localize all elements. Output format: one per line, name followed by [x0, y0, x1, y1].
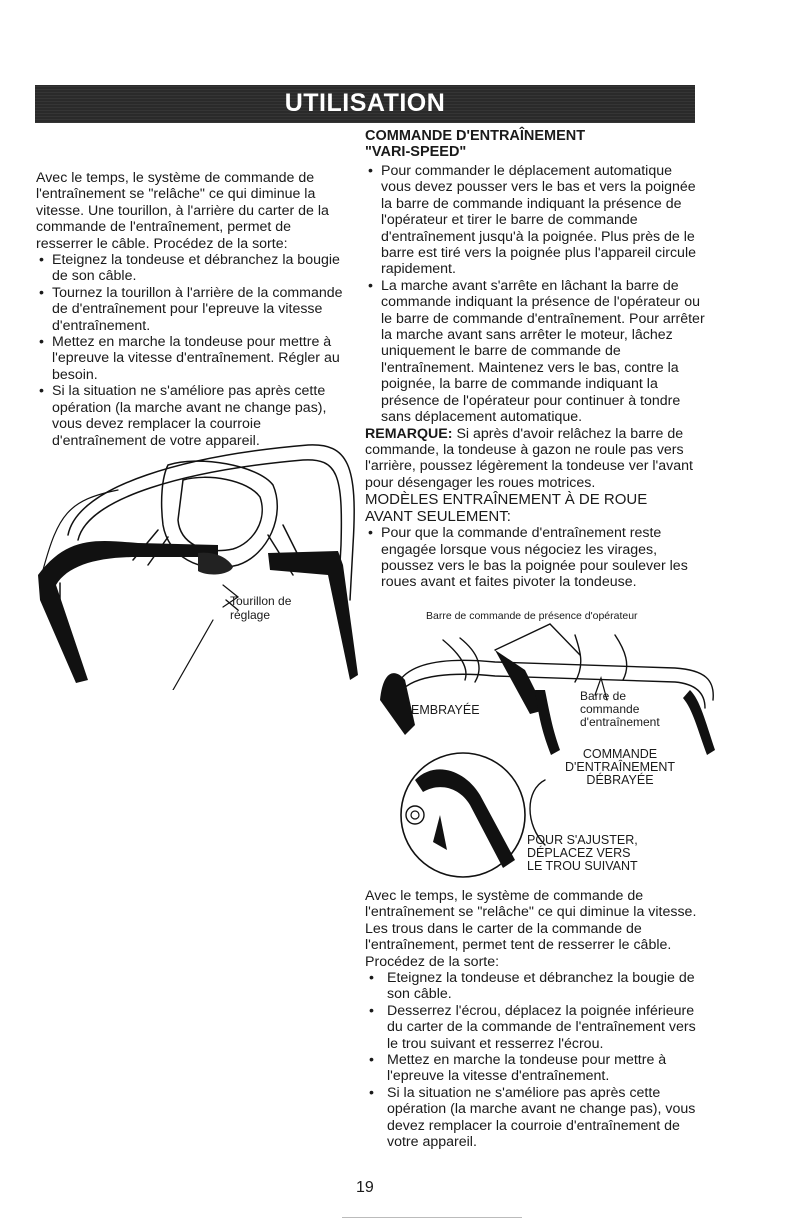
list-item: • Desserrez l'écrou, déplacez la poignée inférieure du carter de la commande de l'entraînement vers le trou suivant et resserrez l'écrou. — [365, 1003, 703, 1052]
adjust-label-line1: POUR S'AJUSTER, — [527, 833, 638, 847]
remark-paragraph — [365, 426, 705, 492]
outro-paragraph: Avec le temps, le système de commande de l'entraînement se "relâche" ce qui diminue la vitesse. Les trous dans le carter de la commande de l'entraînement, permet tent de resserrer le câble. Procédez de la sorte: — [365, 888, 697, 970]
list-item: • Eteignez la tondeuse et débranchez la bougie de son câble. — [36, 252, 346, 285]
list-item: • Si la situation ne s'améliore pas après cette opération (la marche avant ne change pas), vous devez remplacer la courroie d'entraînement de votre appareil. — [36, 383, 346, 449]
outro-section — [365, 888, 703, 1151]
disengaged-label-line2: D'ENTRAÎNEMENT — [564, 760, 676, 774]
drive-bar-label-line2: commande — [580, 702, 640, 716]
left-intro-paragraph: Avec le temps, le système de commande de l'entraînement se "relâche" ce qui diminue la vitesse. Une tourillon, à l'arrière du carter de la commande de l'entraînement, permet de resserrer le câble. Procédez de la sorte: — [36, 170, 329, 252]
list-item: • Mettez en marche la tondeuse pour mettre à l'epreuve la vitesse d'entraînement. — [365, 1052, 703, 1085]
disengaged-label-line3: DÉBRAYÉE — [586, 773, 654, 787]
remark-text: Si après d'avoir relâchez la barre de commande, la tondeuse à gazon ne roule pas vers l'arrière, poussez légèrement la tondeuse ver l'avant pour désengager les roues motrices. — [365, 425, 693, 491]
models-list — [365, 525, 705, 591]
left-steps-list — [36, 252, 346, 449]
mower-handle-drawing — [38, 425, 358, 690]
operator-bar-label: Barre de commande de présence d'opérateur — [426, 610, 638, 622]
footer-rule — [342, 1217, 522, 1218]
list-item: • Tournez la tourillon à l'arrière de la commande de d'entraînement pour l'epreuve la vitesse d'entraînement. — [36, 285, 346, 334]
page-title: UTILISATION — [284, 89, 446, 117]
right-column — [365, 128, 705, 591]
left-column — [36, 170, 346, 449]
drive-bar-label-line1: Barre de — [580, 689, 627, 703]
adjust-label-line3: LE TROU SUIVANT — [527, 859, 638, 873]
list-item: • Mettez en marche la tondeuse pour mettre à l'epreuve la vitesse d'entraînement. Régler au besoin. — [36, 334, 346, 383]
list-item: • Si la situation ne s'améliore pas après cette opération (la marche avant ne change pas), vous devez remplacer la courroie d'entraînement de votre appareil. — [365, 1085, 703, 1151]
section-heading: COMMANDE D'ENTRAÎNEMENT — [365, 128, 586, 144]
drive-control-illustration — [375, 610, 720, 880]
section-subheading: "VARI-SPEED" — [365, 144, 467, 160]
engaged-label: EMBRAYÉE — [411, 703, 480, 717]
drive-control-list — [365, 163, 705, 426]
models-heading-line1: MODÈLES ENTRAÎNEMENT À DE ROUE — [365, 491, 648, 509]
remark-label: REMARQUE: — [365, 425, 453, 442]
disengaged-label-line1: COMMANDE — [582, 747, 658, 761]
list-item: • La marche avant s'arrête en lâchant la barre de commande indiquant la présence de l'opérateur ou le barre de commande d'entraînement. Pour arrêter la marche avant sans arrêter le moteur, lâchez uniquement le barre de commande de l'entraînement. Maintenez vers le bas, contre la poignée, la barre de commande indiquant la présence de l'opérateur pour continuer à tondre sans déplacement automatique. — [365, 278, 705, 426]
adjust-label-line2: DÉPLACEZ VERS — [527, 846, 631, 860]
list-item: • Pour que la commande d'entraînement reste engagée lorsque vous négociez les virages, poussez vers le bas la poignée pour soulever les roues avant et faites pivoter la tondeuse. — [365, 525, 705, 591]
models-heading-line2: AVANT SEULEMENT: — [365, 508, 511, 526]
list-item: • Eteignez la tondeuse et débranchez la bougie de son câble. — [365, 970, 703, 1003]
page-number: 19 — [356, 1179, 374, 1196]
section-banner — [35, 85, 695, 123]
adjustment-knob-label-line2: réglage — [230, 608, 271, 622]
drive-bar-label-line3: d'entraînement — [580, 715, 660, 729]
list-item: • Pour commander le déplacement automatique vous devez pousser vers le bas et vers la poignée la barre de commande indiquant la présence de l'opérateur et tirer le barre de commande d'entraînement jusqu'à la poignée. Plus près de le barre est tiré vers la poignée plus l'appareil circule rapidement. — [365, 163, 705, 278]
adjustment-knob-label-line1: Tourillon de — [230, 594, 292, 608]
outro-steps-list — [365, 970, 703, 1150]
handle-adjustment-illustration — [38, 425, 358, 690]
